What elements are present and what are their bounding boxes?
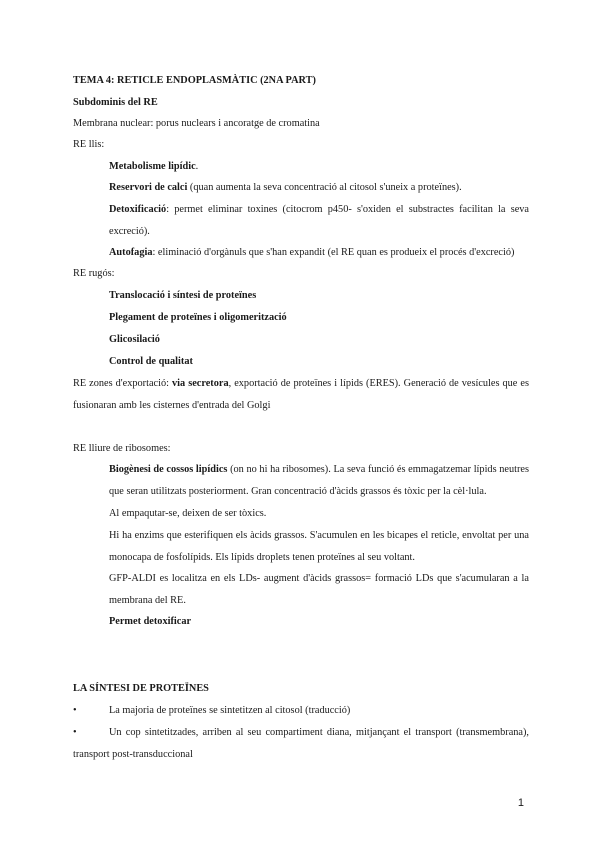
smooth-er-label: RE llis:: [73, 139, 105, 150]
lipid-line: GFP-ALDI es localitza en els LDs- augment d'àcids grassos= formació LDs que s'acumularan a la membrana del RE.: [109, 573, 529, 606]
page-title: TEMA 4: RETICLE ENDOPLASMÀTIC (2NA PART): [73, 75, 316, 86]
synthesis-heading: LA SÍNTESI DE PROTEÏNES: [73, 683, 209, 694]
subdomains-heading: Subdominis del RE: [73, 97, 158, 108]
bullet-icon: •: [73, 727, 77, 738]
lipid-line: Hi ha enzims que esterifiquen els àcids grassos. S'acumulen en les bicapes el reticle, envoltat per una monocapa de fosfolípids. Els lípids droplets tenen proteïnes al seu voltant.: [109, 530, 529, 563]
rough-er-item: Translocació i síntesi de proteïnes: [109, 290, 257, 301]
rough-er-item: Plegament de proteïnes i oligomerització: [109, 312, 287, 323]
rough-er-item: Control de qualitat: [109, 356, 193, 367]
list-item-text: La majoria de proteïnes se sintetitzen al citosol (traducció): [109, 705, 351, 716]
smooth-er-item: Reservori de calci (quan aumenta la seva concentració al citosol s'uneix a proteïnes).: [109, 182, 462, 193]
ribosome-free-label: RE lliure de ribosomes:: [73, 443, 171, 454]
page-number: 1: [517, 797, 524, 809]
smooth-er-item-detox: Detoxificació: permet eliminar toxines (citocrom p450- s'oxiden el substractes facilitan la seva excreció).: [109, 204, 529, 237]
lipid-bodies-paragraph: Biogènesi de cossos lipídics (on no hi ha ribosomes). La seva funció és emmagatzemar lípids neutres que seran utilitzats posteriorment. Gran concentració d'àcids grassos és tòxic per la cèl·lula.: [109, 464, 529, 497]
bullet-icon: •: [73, 705, 77, 716]
detoxify-line: Permet detoxificar: [109, 616, 192, 627]
rough-er-label: RE rugós:: [73, 268, 115, 279]
list-item-text: Un cop sintetitzades, arriben al seu compartiment diana, mitjançant el transport (transmembrana), transport post-transduccional: [73, 727, 529, 760]
export-zones-paragraph: RE zones d'exportació: via secretora, exportació de proteïnes i lípids (ERES). Generació de vesícules que es fusionaran amb les cisternes d'entrada del Golgi: [73, 378, 529, 411]
nuclear-membrane-line: Membrana nuclear: porus nuclears i ancoratge de cromatina: [73, 118, 320, 129]
smooth-er-item: Metabolisme lipídic.: [109, 161, 199, 172]
rough-er-item: Glicosilació: [109, 334, 160, 345]
smooth-er-item: Autofagia: eliminació d'orgànuls que s'han expandit (el RE quan es produeix el procés d'excreció): [109, 247, 515, 258]
lipid-line: Al empaqutar-se, deixen de ser tòxics.: [109, 508, 267, 519]
